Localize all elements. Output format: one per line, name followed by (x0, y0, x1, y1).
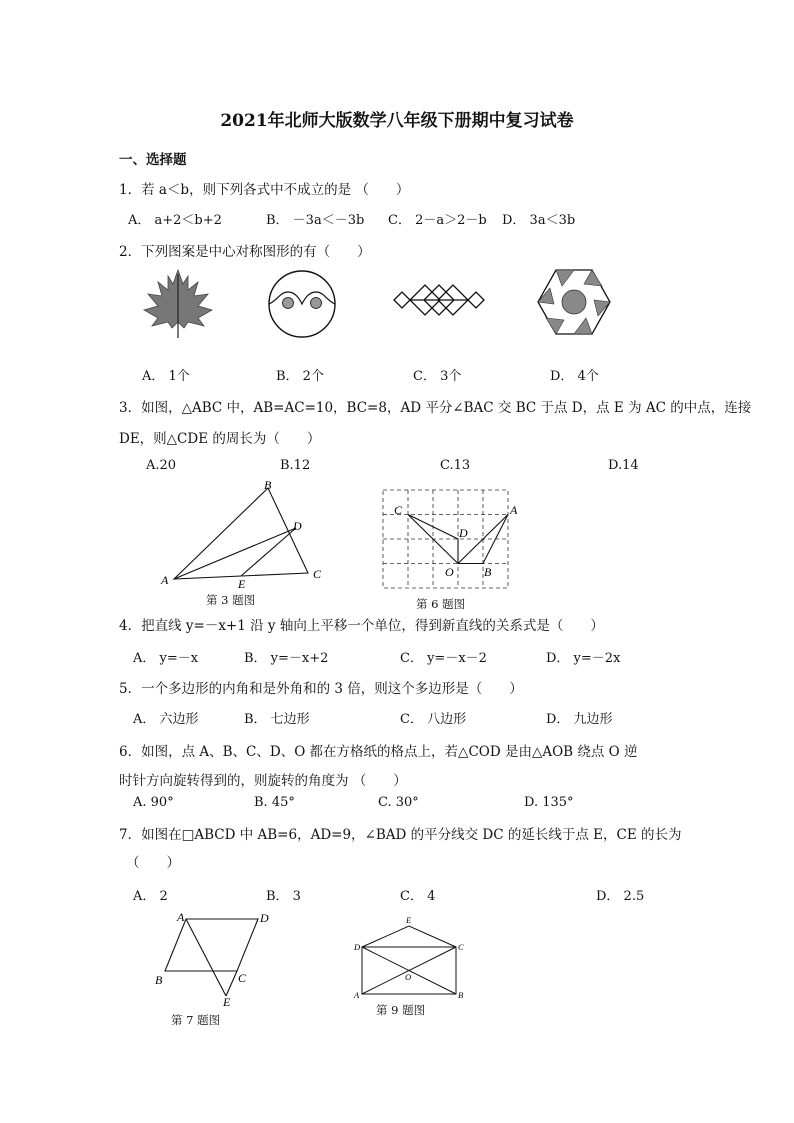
q2-option-d[interactable]: D． 4个 (550, 369, 599, 384)
fig7-label-c: C (238, 971, 247, 985)
q5-option-a[interactable]: A． 六边形 (133, 712, 199, 727)
fig6-label-c: C (394, 503, 403, 517)
fig3-label-a: A (161, 573, 169, 587)
q1-option-c[interactable]: C． 2－a＞2－b (388, 213, 487, 228)
q1-option-d[interactable]: D． 3a＜3b (502, 213, 576, 228)
chinese-knot-figure (392, 278, 486, 322)
fig7-label-d: D (260, 911, 269, 925)
q7-option-b[interactable]: B． 3 (266, 889, 301, 904)
question-5-stem: 5．一个多边形的内角和是外角和的 3 倍，则这个多边形是（ ） (119, 681, 523, 697)
q6-option-a[interactable]: A. 90° (133, 795, 174, 810)
question-6-stem-line2: 时针方向旋转得到的，则旋转的角度为 （ ） (119, 773, 407, 789)
figure-3-caption: 第 3 题图 (206, 593, 256, 607)
page-title: 2021年北师大版数学八年级下册期中复习试卷 (220, 111, 574, 131)
fig3-label-e: E (238, 577, 246, 591)
q3-option-c[interactable]: C.13 (440, 458, 471, 473)
q1-option-b[interactable]: B． －3a＜－3b (266, 213, 365, 228)
fig3-label-b: B (264, 478, 272, 492)
q5-option-d[interactable]: D． 九边形 (546, 712, 613, 727)
figure-7-caption: 第 7 题图 (171, 1013, 221, 1027)
fig7-label-a: A (177, 910, 185, 924)
q3-option-a[interactable]: A.20 (146, 458, 177, 473)
fig7-label-b: B (155, 973, 163, 987)
question-3-stem-line2: DE，则△CDE 的周长为（ ） (119, 431, 321, 447)
maple-leaf-figure (140, 266, 220, 342)
figure-9-caption: 第 9 题图 (376, 1003, 426, 1017)
fig7-label-e: E (223, 995, 231, 1009)
fig9-label-e: E (406, 915, 412, 925)
q6-option-d[interactable]: D. 135° (524, 795, 574, 810)
q5-option-b[interactable]: B． 七边形 (244, 712, 310, 727)
q4-option-a[interactable]: A． y=－x (133, 651, 199, 666)
question-4-stem: 4．把直线 y=－x+1 沿 y 轴向上平移一个单位，得到新直线的关系式是（ ） (119, 618, 604, 634)
question-7-stem-line1: 7．如图在□ABCD 中 AB=6，AD=9，∠BAD 的平分线交 DC 的延长线于点 E，CE 的长为 (119, 827, 682, 843)
q6-option-c[interactable]: C. 30° (378, 795, 419, 810)
question-3-stem-line1: 3．如图，△ABC 中，AB=AC=10，BC=8，AD 平分∠BAC 交 BC 于点 D，点 E 为 AC 的中点，连接 (119, 400, 752, 416)
hexagon-pinwheel-figure (536, 264, 612, 340)
figure-6-grid (383, 490, 518, 590)
fig6-label-b: B (484, 565, 492, 579)
q6-option-b[interactable]: B. 45° (254, 795, 295, 810)
fig9-label-a: A (354, 990, 360, 1000)
q4-option-d[interactable]: D． y=－2x (546, 651, 621, 666)
q2-option-a[interactable]: A． 1个 (142, 369, 190, 384)
fig3-label-d: D (293, 519, 302, 533)
fig6-label-o: O (445, 565, 454, 579)
figure-7-parallelogram (150, 908, 280, 1008)
fig9-label-b: B (458, 990, 464, 1000)
question-6-stem-line1: 6．如图，点 A、B、C、D、O 都在方格纸的格点上，若△COD 是由△AOB 绕点 O 逆 (119, 744, 638, 760)
q2-option-b[interactable]: B． 2个 (276, 369, 324, 384)
figure-9-rectangle (352, 914, 468, 1004)
figure-6-caption: 第 6 题图 (416, 597, 466, 611)
fig9-label-o: O (405, 972, 412, 982)
question-2-stem: 2．下列图案是中心对称图形的有（ ） (119, 244, 371, 260)
fig9-label-c: C (458, 942, 464, 952)
q3-option-b[interactable]: B.12 (280, 458, 311, 473)
question-7-stem-line2: （ ） (126, 855, 180, 871)
fig6-label-a: A (510, 503, 518, 517)
q5-option-c[interactable]: C． 八边形 (400, 712, 467, 727)
q2-option-c[interactable]: C． 3个 (413, 369, 462, 384)
fig9-label-d: D (354, 942, 361, 952)
q1-option-a[interactable]: A． a+2＜b+2 (128, 213, 222, 228)
question-1-stem: 1．若 a＜b，则下列各式中不成立的是 （ ） (119, 182, 410, 198)
q4-option-c[interactable]: C． y=－x－2 (400, 651, 487, 666)
q3-option-d[interactable]: D.14 (608, 458, 639, 473)
q7-option-d[interactable]: D． 2.5 (596, 889, 645, 904)
q7-option-c[interactable]: C． 4 (400, 889, 436, 904)
fig3-label-c: C (313, 567, 322, 581)
section-heading: 一、选择题 (119, 152, 187, 168)
q7-option-a[interactable]: A． 2 (133, 889, 168, 904)
fig6-label-d: D (459, 526, 468, 540)
q4-option-b[interactable]: B． y=－x+2 (244, 651, 329, 666)
owl-circle-figure (264, 266, 340, 342)
figure-3-triangle (158, 478, 338, 591)
